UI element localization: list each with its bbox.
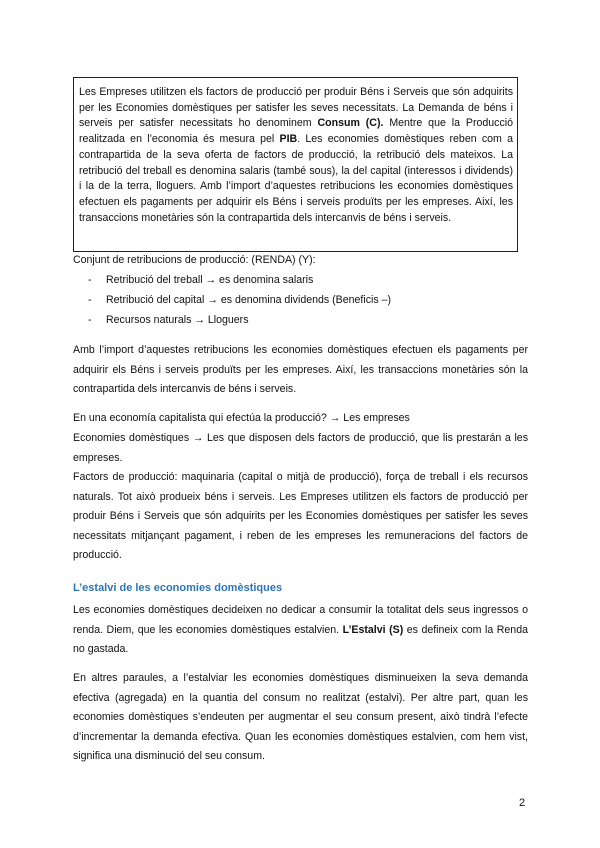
page-number: 2 [519,797,526,809]
retribution-list [88,270,391,330]
box-bold-consum: Consum (C). [317,117,384,130]
paragraph-saving-definition [73,601,528,660]
list-item [88,310,391,330]
summary-box [73,77,518,252]
list-item-text: Retribució del treball → es denomina salaris [106,274,314,286]
paragraph-payments: Amb l’import d’aquestes retribucions les economies domèstiques efectuen els pagaments per adquirir els Béns i serveis produïts per les empreses. Així, les transaccions monetàries són la contrapartida dels intercanvis de béns i serveis. [73,344,528,396]
paragraph-saving-effects: En altres paraules, a l’estalviar les economies domèstiques disminueixen la seva demanda efectiva (agregada) en la quantia del consum no realitzat (estalvi). Per altre part, quan les economies domèstiques s’endeuten per augmentar el seu consum present, això tindrà l’efecte d’incrementar la demanda efectiva. Quan les economies domèstiques estalvien, com hem vist, significa una disminució del seu consum. [73,672,528,763]
list-item-text: Recursos naturals → Lloguers [106,314,249,326]
box-text-2: Mentre que la Producció realitzada en l’economia és mesura pel [79,117,513,146]
paragraph-households: Economies domèstiques → Les que disposen dels factors de producció, que lis prestarán a les empreses. [73,432,528,464]
section-title: L’estalvi de les economies domèstiques [73,582,283,594]
list-item [88,290,391,310]
box-text-3: . Les economies domèstiques reben com a contrapartida de la seva oferta de factors de producció, la retribució dels mateixos. La retribució del treball es denomina salaris (també sous), la del capital (interessos i dividends) i la de la terra, lloguers. Amb l’import d’aquestes retribucions les economies domèstiques efectuen els pagaments per adquirir els Béns i serveis produïts per les empreses. Així, les transaccions monetàries són la contrapartida dels intercanvis de béns i serveis. [79,133,514,224]
list-title: Conjunt de retribucions de producció: (RENDA) (Y): [73,254,316,266]
list-item-text: Retribució del capital → es denomina dividends (Beneficis –) [106,294,392,306]
list-dash: - [88,314,92,326]
list-item [88,270,391,290]
box-bold-pib: PIB [279,133,298,146]
list-dash: - [88,274,92,286]
list-dash: - [88,294,92,306]
saving-text-b: es defineix com la Renda no gastada. [73,623,528,656]
saving-bold: L’Estalvi (S) [342,623,404,636]
box-text-1: Les Empreses utilitzen els factors de producció per produir Béns i Serveis que són adquirits per les Economies domèstiques per satisfer les seves necessitats. La Demanda de béns i serveis per satisfer necessitats ho denominem [79,86,513,130]
paragraph-question: En una economía capitalista qui efectúa la producció? → Les empreses [73,412,410,424]
saving-text-a: Les economies domèstiques decideixen no dedicar a consumir la totalitat dels seus ingressos o renda. Diem, que les economies domèstiques estalvien. [73,604,528,636]
paragraph-factors: Factors de producció: maquinaria (capital o mitjà de producció), força de treball i els recursos naturals. Tot això produeix béns i serveis. Les Empreses utilitzen els factors de producció per produir Béns i Serveis que són adquirits per les Economies domèstiques per satisfer les seves necessitats mitjançant pagament, i reben de les empreses les remuneracions del factors de producció. [73,471,528,562]
